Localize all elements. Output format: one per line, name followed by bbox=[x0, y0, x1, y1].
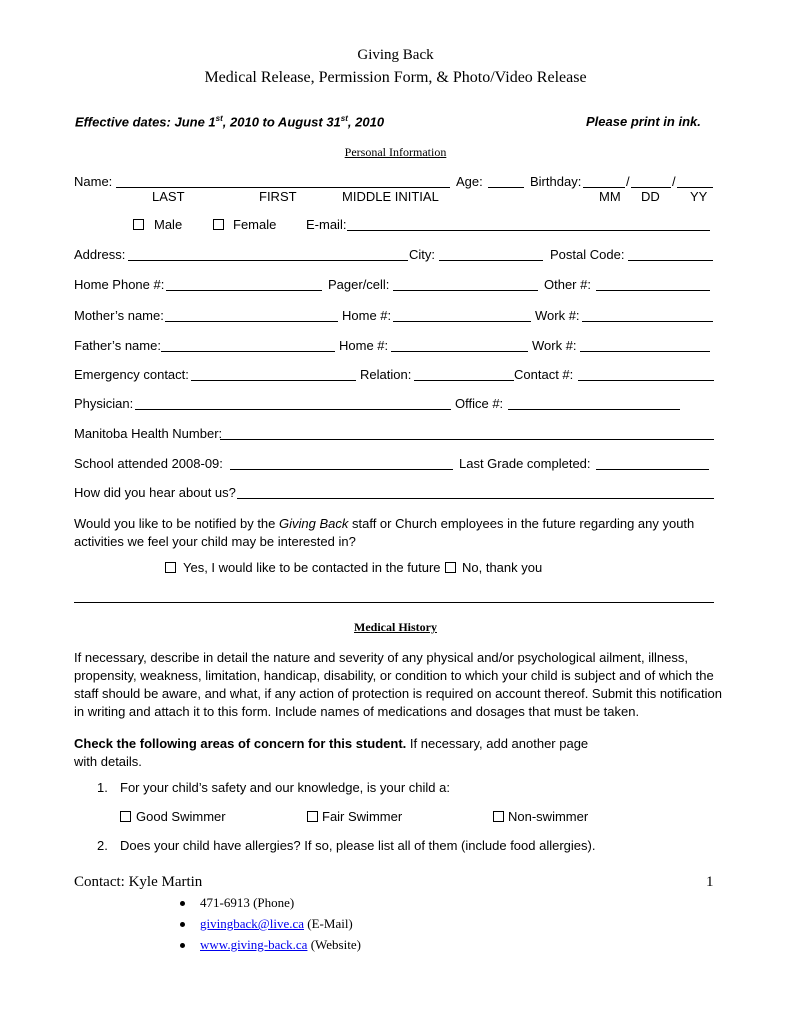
hear-about-field[interactable] bbox=[237, 498, 714, 499]
mother-work-field[interactable] bbox=[582, 321, 713, 322]
city-label: City: bbox=[409, 247, 435, 262]
form-subtitle: Medical Release, Permission Form, & Photo/Video Release bbox=[204, 69, 587, 86]
physician-field[interactable] bbox=[135, 409, 451, 410]
male-label: Male bbox=[154, 217, 183, 232]
father-work-label: Work #: bbox=[532, 338, 577, 353]
name-label: Name: bbox=[74, 174, 113, 189]
age-label: Age: bbox=[456, 174, 483, 189]
good-swimmer-checkbox[interactable] bbox=[120, 811, 131, 822]
name-field[interactable] bbox=[116, 187, 450, 188]
fair-swimmer-label: Fair Swimmer bbox=[322, 809, 403, 824]
female-label: Female bbox=[233, 217, 277, 232]
question-1-number: 1. bbox=[97, 780, 108, 795]
birthday-yy-field[interactable] bbox=[677, 187, 713, 188]
father-name-label: Father’s name: bbox=[74, 338, 161, 353]
last-grade-field[interactable] bbox=[596, 469, 709, 470]
postal-code-field[interactable] bbox=[628, 260, 713, 261]
no-contact-checkbox[interactable] bbox=[445, 562, 456, 573]
city-field[interactable] bbox=[439, 260, 543, 261]
home-phone-field[interactable] bbox=[166, 290, 322, 291]
personal-info-heading: Personal Information bbox=[344, 145, 447, 159]
email-label: E-mail: bbox=[306, 217, 347, 232]
mother-name-label: Mother’s name: bbox=[74, 308, 164, 323]
non-swimmer-label: Non-swimmer bbox=[508, 809, 589, 824]
medical-history-heading: Medical History bbox=[354, 620, 437, 634]
mother-name-field[interactable] bbox=[165, 321, 338, 322]
contact-phone: 471-6913 bbox=[200, 895, 250, 910]
contact-list bbox=[180, 895, 361, 958]
contact-email-link[interactable]: givingback@live.ca bbox=[200, 916, 305, 931]
date-slash: / bbox=[672, 174, 676, 189]
yes-contact-checkbox[interactable] bbox=[165, 562, 176, 573]
good-swimmer-label: Good Swimmer bbox=[136, 809, 226, 824]
medical-description: If necessary, describe in detail the nature and severity of any physical and/or psychological ailment, illness, propensity, weakness, limitation, handicap, disability, or condition to which your child is subject and of which the staff should be aware, and what, if any action of protection is required on account thereof. Submit this notification in writing and attach it to this form. Include names of medications and dosages that must be taken. bbox=[74, 650, 722, 719]
emergency-phone-field[interactable] bbox=[578, 380, 714, 381]
birthday-mm-field[interactable] bbox=[583, 187, 625, 188]
address-label: Address: bbox=[74, 247, 126, 262]
effective-dates: Effective dates: June 1st, 2010 to August 31st, 2010 bbox=[75, 114, 385, 130]
relation-label: Relation: bbox=[360, 367, 412, 382]
office-phone-label: Office #: bbox=[455, 396, 504, 411]
fair-swimmer-checkbox[interactable] bbox=[307, 811, 318, 822]
question-2-number: 2. bbox=[97, 838, 108, 853]
physician-label: Physician: bbox=[74, 396, 134, 411]
last-grade-label: Last Grade completed: bbox=[459, 456, 591, 471]
school-label: School attended 2008-09: bbox=[74, 456, 223, 471]
father-name-field[interactable] bbox=[161, 351, 335, 352]
contact-website-item: www.giving-back.ca (Website) bbox=[180, 937, 361, 958]
pager-label: Pager/cell: bbox=[328, 277, 390, 292]
other-phone-label: Other #: bbox=[544, 277, 591, 292]
non-swimmer-checkbox[interactable] bbox=[493, 811, 504, 822]
contact-name: Contact: Kyle Martin bbox=[74, 874, 203, 890]
health-number-label: Manitoba Health Number: bbox=[74, 426, 223, 441]
birthday-dd-field[interactable] bbox=[631, 187, 671, 188]
email-field[interactable] bbox=[347, 230, 710, 231]
no-contact-label: No, thank you bbox=[462, 560, 543, 575]
father-home-field[interactable] bbox=[391, 351, 528, 352]
section-divider bbox=[74, 602, 714, 603]
yy-label: YY bbox=[690, 189, 708, 204]
question-1-text: For your child’s safety and our knowledge, is your child a: bbox=[120, 780, 450, 795]
emergency-contact-field[interactable] bbox=[191, 380, 356, 381]
health-number-field[interactable] bbox=[220, 439, 714, 440]
father-home-label: Home #: bbox=[339, 338, 389, 353]
contact-email-item: givingback@live.ca (E-Mail) bbox=[180, 916, 361, 937]
mm-label: MM bbox=[599, 189, 621, 204]
address-field[interactable] bbox=[128, 260, 408, 261]
last-label: LAST bbox=[152, 189, 185, 204]
print-note: Please print in ink. bbox=[586, 114, 701, 129]
pager-field[interactable] bbox=[393, 290, 538, 291]
emergency-contact-label: Emergency contact: bbox=[74, 367, 189, 382]
date-slash: / bbox=[626, 174, 630, 189]
office-phone-field[interactable] bbox=[508, 409, 680, 410]
emergency-phone-label: Contact #: bbox=[514, 367, 574, 382]
school-field[interactable] bbox=[230, 469, 453, 470]
mother-work-label: Work #: bbox=[535, 308, 580, 323]
relation-field[interactable] bbox=[414, 380, 514, 381]
contact-website-link[interactable]: www.giving-back.ca bbox=[200, 937, 308, 952]
page-number: 1 bbox=[706, 874, 714, 890]
mother-home-field[interactable] bbox=[393, 321, 531, 322]
age-field[interactable] bbox=[488, 187, 524, 188]
notify-question: Would you like to be notified by the Giving Back staff or Church employees in the future regarding any youth activities we feel your child may be interested in? bbox=[74, 516, 695, 549]
birthday-label: Birthday: bbox=[530, 174, 582, 189]
contact-phone-item: 471-6913 (Phone) bbox=[180, 895, 361, 916]
concern-instructions: Check the following areas of concern for this student. If necessary, add another page with details. bbox=[74, 736, 589, 769]
first-label: FIRST bbox=[259, 189, 297, 204]
dd-label: DD bbox=[641, 189, 660, 204]
form-title: Giving Back bbox=[357, 47, 434, 63]
postal-code-label: Postal Code: bbox=[550, 247, 625, 262]
home-phone-label: Home Phone #: bbox=[74, 277, 165, 292]
mother-home-label: Home #: bbox=[342, 308, 392, 323]
yes-contact-label: Yes, I would like to be contacted in the future bbox=[183, 560, 441, 575]
hear-about-label: How did you hear about us? bbox=[74, 485, 236, 500]
question-2-text: Does your child have allergies? If so, please list all of them (include food allergies). bbox=[120, 838, 596, 853]
father-work-field[interactable] bbox=[580, 351, 710, 352]
female-checkbox[interactable] bbox=[213, 219, 224, 230]
male-checkbox[interactable] bbox=[133, 219, 144, 230]
middle-initial-label: MIDDLE INITIAL bbox=[342, 189, 439, 204]
other-phone-field[interactable] bbox=[596, 290, 710, 291]
